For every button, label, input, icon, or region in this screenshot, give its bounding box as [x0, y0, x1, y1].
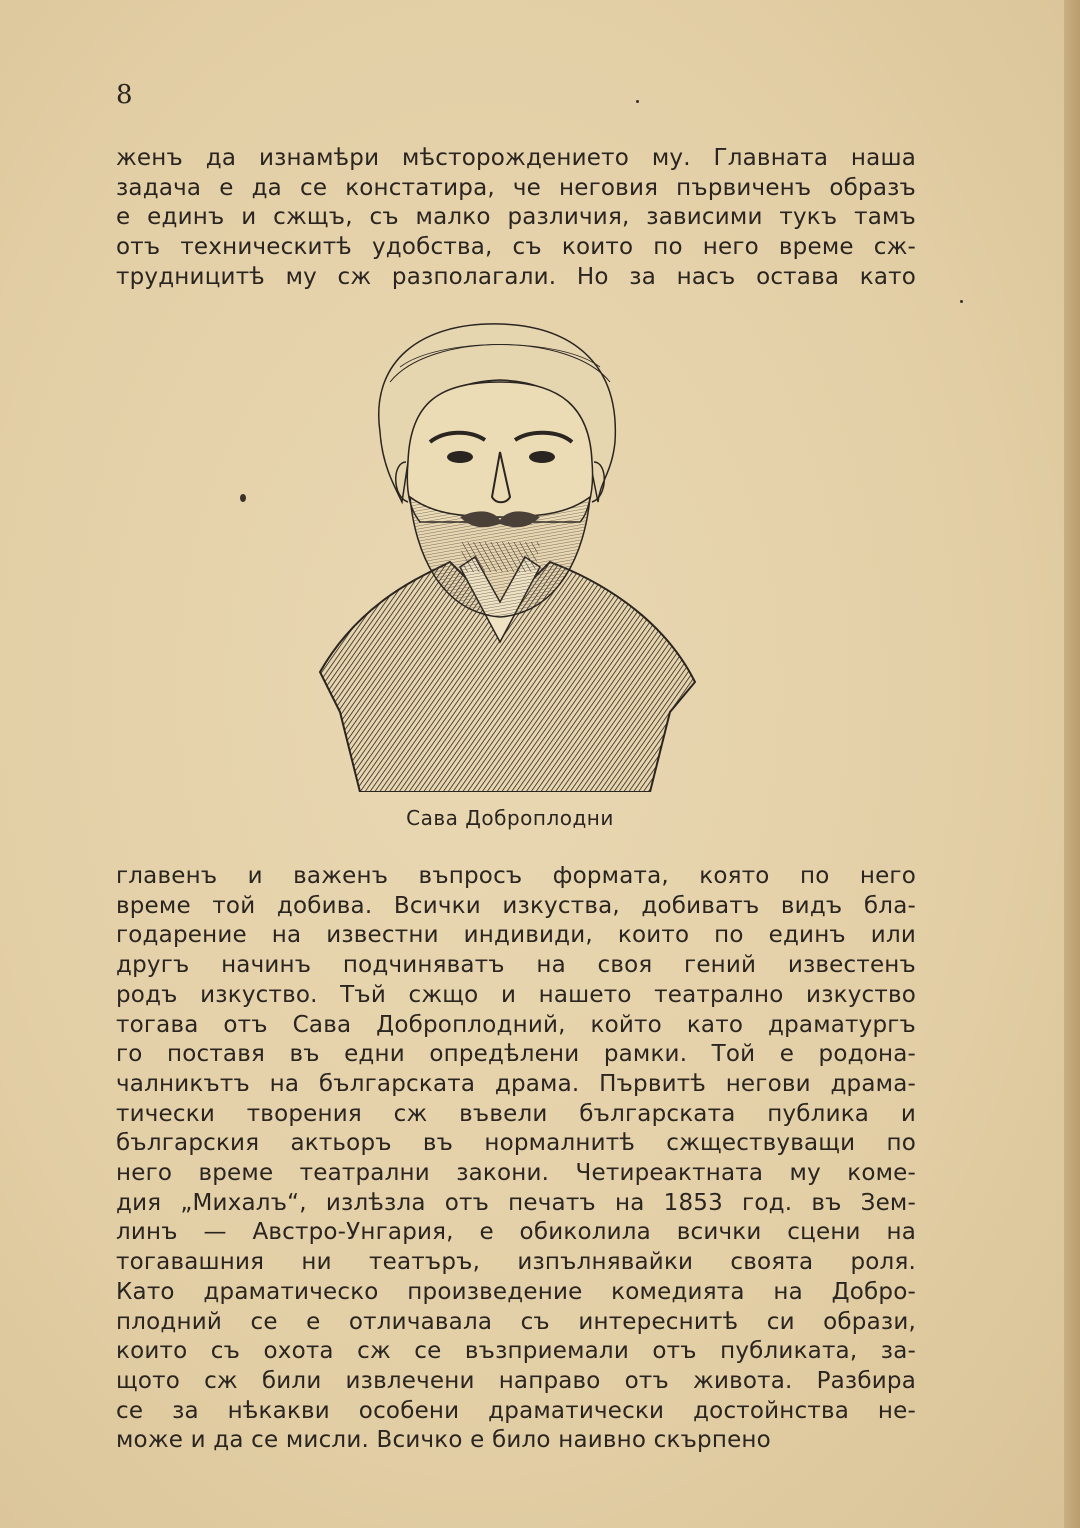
- page-edge: [1064, 0, 1080, 1528]
- text-line: родъ изкуство. Тъй сжщо и нашето театрално изкуство: [116, 981, 916, 1008]
- text-line: се за нѣкакви особени драматически достойнства не-: [116, 1397, 916, 1424]
- ink-speck: [636, 100, 639, 103]
- ink-speck: [240, 494, 246, 502]
- text-line: време той добива. Всички изкуства, добиватъ видъ бла-: [116, 892, 916, 919]
- portrait-caption: Сава Доброплодни: [406, 806, 614, 830]
- text-line: тически творения сж въвели българската публика и: [116, 1100, 916, 1127]
- bottom-paragraph: [116, 862, 916, 1456]
- text-line: българския актьоръ въ нормалнитѣ сжществуващи по: [116, 1130, 916, 1157]
- text-line: линъ — Австро-Унгария, е обиколила всички сцени на: [116, 1219, 916, 1246]
- text-line: щото сж били извлечени направо отъ живота. Разбира: [116, 1367, 916, 1394]
- text-line: Като драматическо произведение комедията на Добро-: [116, 1278, 916, 1305]
- text-line: трудницитѣ му сж разполагали. Но за насъ остава като: [116, 263, 916, 290]
- text-line: тогава отъ Сава Доброплодний, който като драматургъ: [116, 1011, 916, 1038]
- text-line: другъ начинъ подчиняватъ на своя гений известенъ: [116, 952, 916, 979]
- ink-speck: [960, 300, 963, 303]
- text-line: е единъ и сжщъ, съ малко различия, зависими тукъ тамъ: [116, 204, 916, 231]
- text-line: главенъ и важенъ въпросъ формата, която по него: [116, 863, 916, 889]
- page-number: 8: [116, 80, 133, 110]
- text-line: чалникътъ на българската драма. Първитѣ негови драма-: [116, 1070, 916, 1097]
- text-line: които съ охота сж се възприемали отъ публиката, за-: [116, 1338, 916, 1365]
- text-line: може и да се мисли. Всичко е било наивно скърпено: [116, 1427, 771, 1454]
- text-line: женъ да изнамѣри мѣсторождението му. Главната наша: [116, 145, 916, 171]
- text-line: годарение на известни индивиди, които по единъ или: [116, 922, 916, 949]
- top-paragraph: [116, 144, 916, 293]
- text-line: дия „Михалъ“, излѣзла отъ печатъ на 1853 год. въ Зем-: [116, 1189, 916, 1216]
- text-line: задача е да се констатира, че неговия първиченъ образъ: [116, 174, 916, 201]
- text-line: го поставя въ едни опредѣлени рамки. Той е родона-: [116, 1041, 916, 1068]
- portrait-engraving-icon: [300, 312, 700, 792]
- text-line: тогавашния ни театъръ, изпълнявайки своята роля.: [116, 1249, 916, 1276]
- text-line: него време театрални закони. Четиреактната му коме-: [116, 1160, 916, 1187]
- text-line: плодний се е отличавала съ интереснитѣ си образи,: [116, 1308, 916, 1335]
- text-line: отъ техническитѣ удобства, съ които по него време сж-: [116, 234, 916, 261]
